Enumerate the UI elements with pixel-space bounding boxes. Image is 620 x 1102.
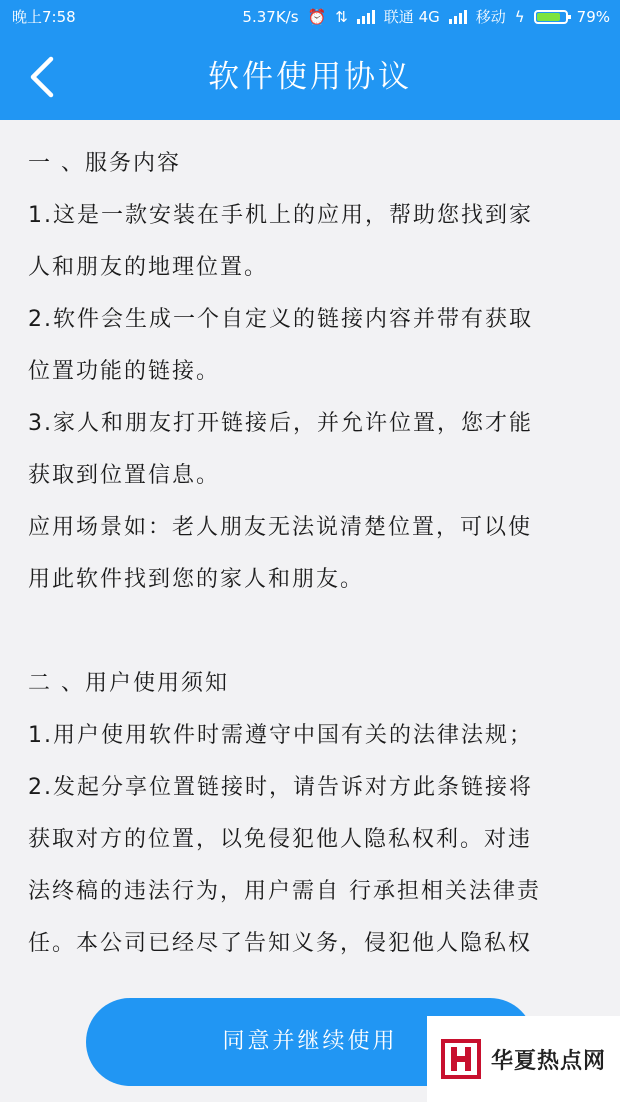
text-line: 1.这是一款安装在手机上的应用，帮助您找到家 — [28, 203, 533, 228]
watermark — [427, 1016, 620, 1102]
text-line: 2.发起分享位置链接时，请告诉对方此条链接将 — [28, 775, 533, 800]
signal-icon-2 — [449, 10, 467, 24]
status-indicators — [242, 0, 610, 34]
status-bar — [0, 0, 620, 34]
charging-icon: ϟ — [514, 8, 525, 26]
carrier-2: 移动 — [475, 8, 506, 26]
page-title: 软件使用协议 — [208, 59, 412, 95]
agreement-text — [28, 138, 598, 970]
paragraph-spacer — [28, 606, 598, 658]
text-line: 任。本公司已经尽了告知义务，侵犯他人隐私权 — [28, 931, 533, 956]
carrier-1: 联通 4G — [383, 8, 440, 26]
text-line: 1.用户使用软件时需遵守中国有关的法律法规； — [28, 723, 533, 748]
text-line: 2.软件会生成一个自定义的链接内容并带有获取 — [28, 307, 533, 332]
watermark-text: 华夏热点网 — [491, 1048, 607, 1074]
text-line: 应用场景如：老人朋友无法说清楚位置，可以使 — [28, 515, 533, 540]
agree-continue-button[interactable]: 同意并继续使用 — [86, 998, 534, 1086]
text-line: 3.家人和朋友打开链接后，并允许位置，您才能 — [28, 411, 533, 436]
alarm-off-icon: ⏰ — [307, 8, 327, 26]
app-header — [0, 34, 620, 120]
text-line: 用此软件找到您的家人和朋友。 — [28, 567, 365, 592]
battery-icon — [534, 10, 568, 24]
text-line: 人和朋友的地理位置。 — [28, 255, 269, 280]
text-line: 法终稿的违法行为，用户需自 行承担相关法律责 — [28, 879, 541, 904]
text-line: 二 、用户使用须知 — [28, 671, 229, 696]
battery-percent: 79% — [576, 8, 610, 26]
text-line: 一 、服务内容 — [28, 151, 181, 176]
data-transfer-icon: ⇅ — [335, 8, 348, 26]
text-line: 位置功能的链接。 — [28, 359, 221, 384]
watermark-logo-icon — [441, 1039, 481, 1079]
net-speed: 5.37K/s — [242, 8, 299, 26]
signal-icon — [357, 10, 375, 24]
status-time: 晚上7:58 — [12, 8, 76, 26]
text-line: 获取到位置信息。 — [28, 463, 221, 488]
text-line: 获取对方的位置，以免侵犯他人隐私权利。对违 — [28, 827, 533, 852]
